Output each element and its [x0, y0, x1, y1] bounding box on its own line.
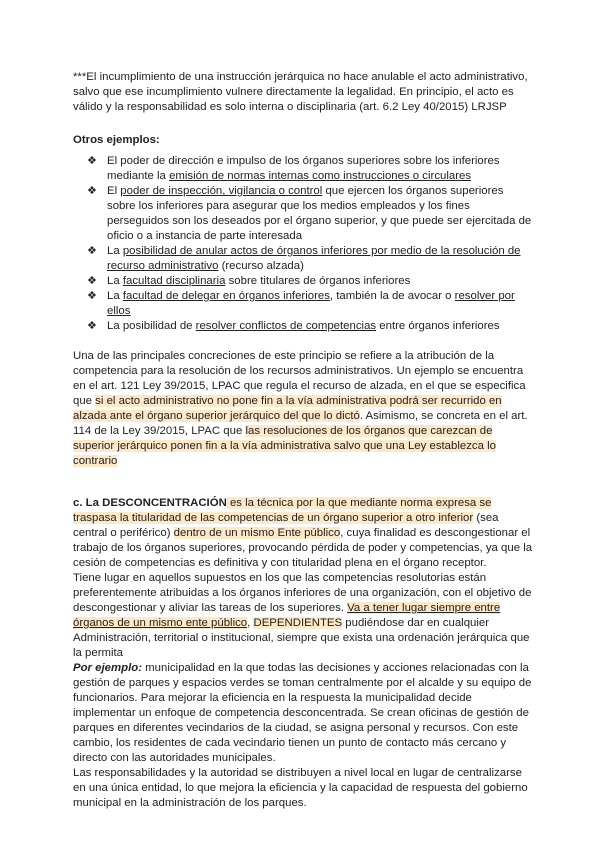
- intro-paragraph: ***El incumplimiento de una instrucción jerárquica no hace anulable el acto administrativo, salvo que ese incumplimiento vulnere directamente la legalidad. En principio, el acto es válido y la responsabilidad es solo interna o disciplinaria (art. 6.2 Ley 40/2015) LRJSP: [73, 71, 528, 113]
- diamond-bullet-icon: ❖: [87, 185, 97, 197]
- final-paragraph: Las responsabilidades y la autoridad se distribuyen a nivel local en lugar de centralizarse en una única entidad, lo que mejora la eficiencia y la capacidad de respuesta del gobierno municipal en la administración de los parques.: [73, 767, 528, 809]
- example-label: Por ejemplo:: [73, 662, 142, 674]
- list-item: ❖ La posibilidad de anular actos de órganos inferiores por medio de la resolución de recurso administrativo (recurso alzada): [87, 245, 521, 272]
- highlighted-text: es la técnica por la que mediante norma expresa se traspasa la titularidad de las competencias de un órgano superior a otro inferior: [73, 497, 492, 524]
- recursos-paragraph: Una de las principales concreciones de este principio se refiere a la atribución de la competencia para la resolución de los recursos administrativos. Un ejemplo se encuentra en el art. 121 Ley 39/2015, LPAC que regula el recurso de alzada, en el que se especifica que si el acto administrativo no pone fin a la vía administrativa podrá ser recurrido en alzada ante el órgano superior jerárquico del que lo dictó. Asimismo, se concreta en el art. 114 de la Ley 39/2015, LPAC que las resoluciones de los órganos que carezcan de superior jerárquico ponen fin a la vía administrativa salvo que una Ley establezca lo contrario: [73, 350, 528, 467]
- list-item: ❖ El poder de dirección e impulso de los órganos superiores sobre los inferiores mediante la emisión de normas internas como instrucciones o circulares: [87, 155, 500, 182]
- highlighted-text: Va a tener lugar siempre entre órganos de un mismo ente público: [73, 602, 501, 629]
- ejemplo-paragraph: Por ejemplo: municipalidad en la que todas las decisiones y acciones relacionadas con la gestión de parques y espacios verdes se toman centralmente por el alcalde y su equipo de funcionarios. Para mejorar la eficiencia en la respuesta la municipalidad decide implementar un enfoque de competencia desconcentrada. Se crean oficinas de gestión de parques en diferentes vecindarios de la ciudad, se asigna personal y recursos. Con este cambio, los residentes de cada vecindario tienen un punto de contacto más cercano y directo con las autoridades municipales.: [73, 662, 532, 764]
- highlighted-text: DEPENDIENTES: [253, 617, 343, 629]
- desconcentracion-paragraph: c. La DESCONCENTRACIÓN es la técnica por la que mediante norma expresa se traspasa la titularidad de las competencias de un órgano superior a otro inferior (sea central o periférico) dentro de un mismo Ente público, cuya finalidad es descongestionar el trabajo de los órganos superiores, provocando pérdida de poder y competencias, ya que la cesión de competencias es definitiva y con titularidad plena en el órgano receptor.: [73, 497, 533, 569]
- diamond-bullet-icon: ❖: [87, 275, 97, 287]
- otros-ejemplos-heading: Otros ejemplos:: [73, 134, 160, 146]
- highlighted-text: si el acto administrativo no pone fin a la vía administrativa podrá ser recurrido en alzada ante el órgano superior jerárquico del que lo dictó: [73, 395, 502, 422]
- highlighted-text: las resoluciones de los órganos que carezcan de superior jerárquico ponen fin a la vía administrativa salvo que una Ley establezca lo contrario: [73, 425, 496, 467]
- diamond-bullet-icon: ❖: [87, 155, 97, 167]
- otros-ejemplos-list: [73, 154, 535, 334]
- diamond-bullet-icon: ❖: [87, 290, 97, 302]
- section-label: c. La DESCONCENTRACIÓN: [73, 497, 227, 509]
- diamond-bullet-icon: ❖: [87, 245, 97, 257]
- highlighted-text: dentro de un mismo Ente público: [173, 527, 341, 539]
- document-page: [73, 70, 535, 811]
- tiene-lugar-paragraph: Tiene lugar en aquellos supuestos en los que las competencias resolutorias están preferentemente atribuidas a los órganos inferiores de una organización, con el objetivo de descongestionar y aliviar las tareas de los superiores. Va a tener lugar siempre entre órganos de un mismo ente público, DEPENDIENTES pudiéndose dar en cualquier Administración, territorial o institucional, siempre que exista una ordenación jerárquica que la permita: [73, 572, 532, 659]
- diamond-bullet-icon: ❖: [87, 320, 97, 332]
- list-item: ❖ La facultad de delegar en órganos inferiores, también la de avocar o resolver por ellos: [87, 290, 515, 317]
- list-item: ❖ El poder de inspección, vigilancia o control que ejercen los órganos superiores sobre los inferiores para asegurar que los medios empleados y los fines perseguidos son los deseados por el órgano superior, y que puede ser ejercitada de oficio o a instancia de parte interesada: [87, 185, 532, 242]
- list-item: ❖ La facultad disciplinaria sobre titulares de órganos inferiores: [87, 275, 411, 287]
- list-item: ❖ La posibilidad de resolver conflictos de competencias entre órganos inferiores: [87, 320, 500, 332]
